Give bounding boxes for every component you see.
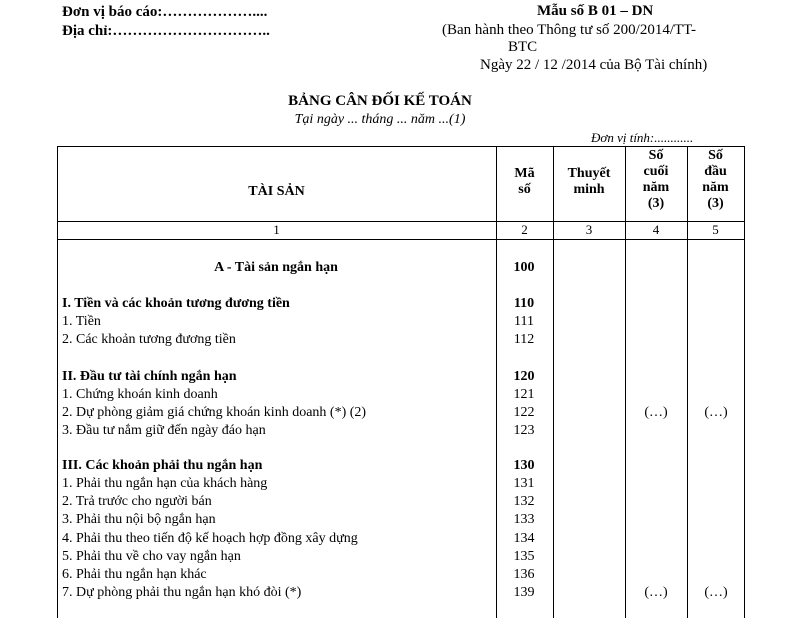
row-label: 7. Dự phòng phải thu ngắn hạn khó đòi (*) xyxy=(62,585,302,600)
col-header-begin-line2: đầu xyxy=(704,164,727,179)
table-row xyxy=(0,458,800,476)
form-number: Mẫu số B 01 – DN xyxy=(537,3,654,19)
col-number-4: 4 xyxy=(652,222,660,237)
reporting-unit: Đơn vị báo cáo:……………….... xyxy=(62,4,268,20)
row-code: 121 xyxy=(513,387,535,402)
row-label: A - Tài sản ngắn hạn xyxy=(214,260,338,275)
row-label: 3. Phải thu nội bộ ngắn hạn xyxy=(62,512,216,527)
unit-label: Đơn vị tính:............ xyxy=(591,130,694,145)
row-label: 1. Chứng khoán kinh doanh xyxy=(62,387,218,402)
page-subtitle: Tại ngày ... tháng ... năm ...(1) xyxy=(294,112,466,127)
row-label: 3. Đầu tư nắm giữ đến ngày đáo hạn xyxy=(62,423,266,438)
row-label: I. Tiền và các khoản tương đương tiền xyxy=(62,296,290,311)
col-header-begin-line4: (3) xyxy=(707,196,724,211)
table-row xyxy=(0,260,800,278)
row-label: 1. Phải thu ngắn hạn của khách hàng xyxy=(62,476,268,491)
row-code: 136 xyxy=(513,567,535,582)
row-code: 110 xyxy=(513,296,535,311)
page-title: BẢNG CÂN ĐỐI KẾ TOÁN xyxy=(288,93,472,109)
row-code: 123 xyxy=(513,423,535,438)
col-header-begin-line3: năm xyxy=(702,180,729,195)
col-header-code xyxy=(496,166,553,198)
row-code: 120 xyxy=(513,369,535,384)
table-top-border xyxy=(57,146,744,147)
row-end-value: (…) xyxy=(644,585,668,600)
issued-line-3: Ngày 22 / 12 /2014 của Bộ Tài chính) xyxy=(480,57,708,73)
col-number-5: 5 xyxy=(712,222,719,237)
col-header-end xyxy=(625,148,687,212)
row-label: 2. Các khoản tương đương tiền xyxy=(62,332,236,347)
row-code: 122 xyxy=(513,405,535,420)
col-number-2: 2 xyxy=(521,222,528,237)
row-label: 4. Phải thu theo tiến độ kế hoạch hợp đồng xây dựng xyxy=(62,531,358,546)
table-row xyxy=(0,332,800,350)
col-header-end-line1: Số xyxy=(648,148,664,163)
table-row xyxy=(0,494,800,512)
issued-line-1: (Ban hành theo Thông tư số 200/2014/TT- xyxy=(442,22,696,38)
col-header-note-line2: minh xyxy=(573,182,605,197)
row-label: 1. Tiền xyxy=(62,314,101,329)
row-code: 133 xyxy=(513,512,535,527)
address: Địa chỉ:………………………….. xyxy=(62,23,270,39)
col-number-1: 1 xyxy=(273,222,280,237)
row-code: 111 xyxy=(514,314,534,329)
row-code: 134 xyxy=(513,531,535,546)
table-row xyxy=(0,512,800,530)
col-header-begin xyxy=(687,148,744,212)
table-row xyxy=(0,369,800,387)
table-row xyxy=(0,296,800,314)
table-row xyxy=(0,531,800,549)
col-header-end-line3: năm xyxy=(642,180,670,195)
col-header-note xyxy=(553,166,625,198)
col-header-end-line2: cuối xyxy=(643,164,669,179)
table-row xyxy=(0,423,800,441)
row-code: 139 xyxy=(513,585,535,600)
row-code: 130 xyxy=(513,458,535,473)
table-row xyxy=(0,476,800,494)
row-label: 2. Dự phòng giảm giá chứng khoán kinh doanh (*) (2) xyxy=(62,405,367,420)
row-code: 131 xyxy=(513,476,535,491)
row-begin-value: (…) xyxy=(704,405,728,420)
row-code: 135 xyxy=(513,549,535,564)
row-code: 132 xyxy=(513,494,535,509)
row-label: 2. Trả trước cho người bán xyxy=(62,494,212,509)
row-label: 5. Phải thu về cho vay ngắn hạn xyxy=(62,549,241,564)
issued-line-2: BTC xyxy=(508,39,538,55)
col-header-assets: TÀI SẢN xyxy=(248,184,305,199)
table-row xyxy=(0,387,800,405)
table-row xyxy=(0,585,800,603)
col-header-code-line1: Mã xyxy=(514,166,535,181)
row-code: 100 xyxy=(513,260,535,275)
row-label: III. Các khoản phải thu ngắn hạn xyxy=(62,458,263,473)
col-header-begin-line1: Số xyxy=(708,148,723,163)
row-end-value: (…) xyxy=(644,405,668,420)
col-header-note-line1: Thuyết xyxy=(567,166,611,181)
col-number-3: 3 xyxy=(585,222,593,237)
col-header-end-line4: (3) xyxy=(647,196,665,211)
row-label: 6. Phải thu ngắn hạn khác xyxy=(62,567,207,582)
number-row-divider xyxy=(57,239,744,240)
table-row xyxy=(0,405,800,423)
table-row xyxy=(0,567,800,585)
col-header-code-line2: số xyxy=(518,182,531,197)
table-row xyxy=(0,314,800,332)
table-row xyxy=(0,549,800,567)
row-begin-value: (…) xyxy=(704,585,728,600)
row-label: II. Đầu tư tài chính ngắn hạn xyxy=(62,369,237,384)
row-code: 112 xyxy=(513,332,535,347)
